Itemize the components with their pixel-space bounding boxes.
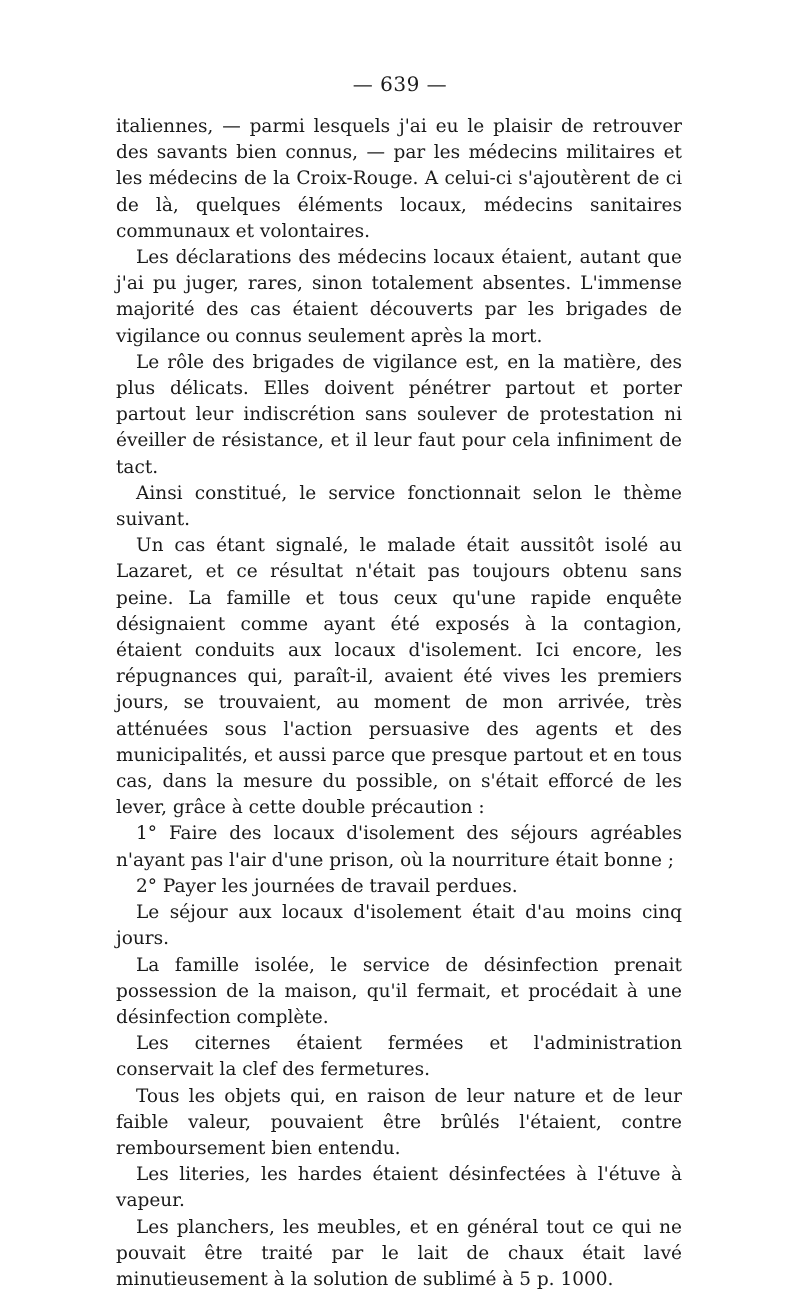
paragraph: Ainsi constitué, le service fonctionnait selon le thème suivant. bbox=[116, 482, 682, 531]
paragraph: Les planchers, les meubles, et en général tout ce qui ne pouvait être traité par le lait de chaux était lavé minutieusement à la solution de sublimé à 5 p. 1000. bbox=[116, 1216, 682, 1290]
paragraph: Les citernes étaient fermées et l'administration conservait la clef des fermetures. bbox=[116, 1033, 682, 1081]
paragraph: Le séjour aux locaux d'isolement était d'au moins cinq jours. bbox=[116, 902, 682, 950]
body-text bbox=[116, 114, 682, 1293]
page-number: — 639 — bbox=[352, 72, 448, 96]
paragraph: Les literies, les hardes étaient désinfectées à l'étuve à vapeur. bbox=[116, 1164, 682, 1212]
paragraph: 1° Faire des locaux d'isolement des séjours agréables n'ayant pas l'air d'une prison, où la nourriture était bonne ; bbox=[116, 823, 682, 871]
paragraph: Un cas étant signalé, le malade était aussitôt isolé au Lazaret, et ce résultat n'était pas toujours obtenu sans peine. La famille et tous ceux qu'une rapide enquête désignaient comme ayant été exposés à la contagion, étaient conduits aux locaux d'isolement. Ici encore, les répugnances qui, paraît-il, avaient été vives les premiers jours, se trouvaient, au moment de mon arrivée, très atténuées sous l'action persuasive des agents et des municipalités, et aussi parce que presque partout et en tous cas, dans la mesure du possible, on s'était efforcé de les lever, grâce à cette double précaution : bbox=[116, 535, 682, 819]
paragraph: Le rôle des brigades de vigilance est, en la matière, des plus délicats. Elles doivent pénétrer partout et porter partout leur indiscrétion sans soulever de protestation ni éveiller de résistance, et il leur faut pour cela infiniment de tact. bbox=[116, 351, 682, 478]
paragraph: Tous les objets qui, en raison de leur nature et de leur faible valeur, pouvaient être brûlés l'étaient, contre remboursement bien entendu. bbox=[116, 1085, 682, 1159]
paragraph: La famille isolée, le service de désinfection prenait possession de la maison, qu'il fermait, et procédait à une désinfection complète. bbox=[116, 954, 682, 1028]
paragraph: 2° Payer les journées de travail perdues. bbox=[136, 875, 518, 897]
paragraph: italiennes, — parmi lesquels j'ai eu le plaisir de retrouver des savants bien connus, — par les médecins militaires et les médecins de la Croix-Rouge. A celui-ci s'ajoutèrent de ci de là, quelques éléments locaux, médecins sanitaires communaux et volontaires. bbox=[116, 116, 682, 242]
paragraph: Les déclarations des médecins locaux étaient, autant que j'ai pu juger, rares, sinon totalement absentes. L'immense majorité des cas étaient découverts par les brigades de vigilance ou connus seulement après la mort. bbox=[116, 247, 682, 347]
